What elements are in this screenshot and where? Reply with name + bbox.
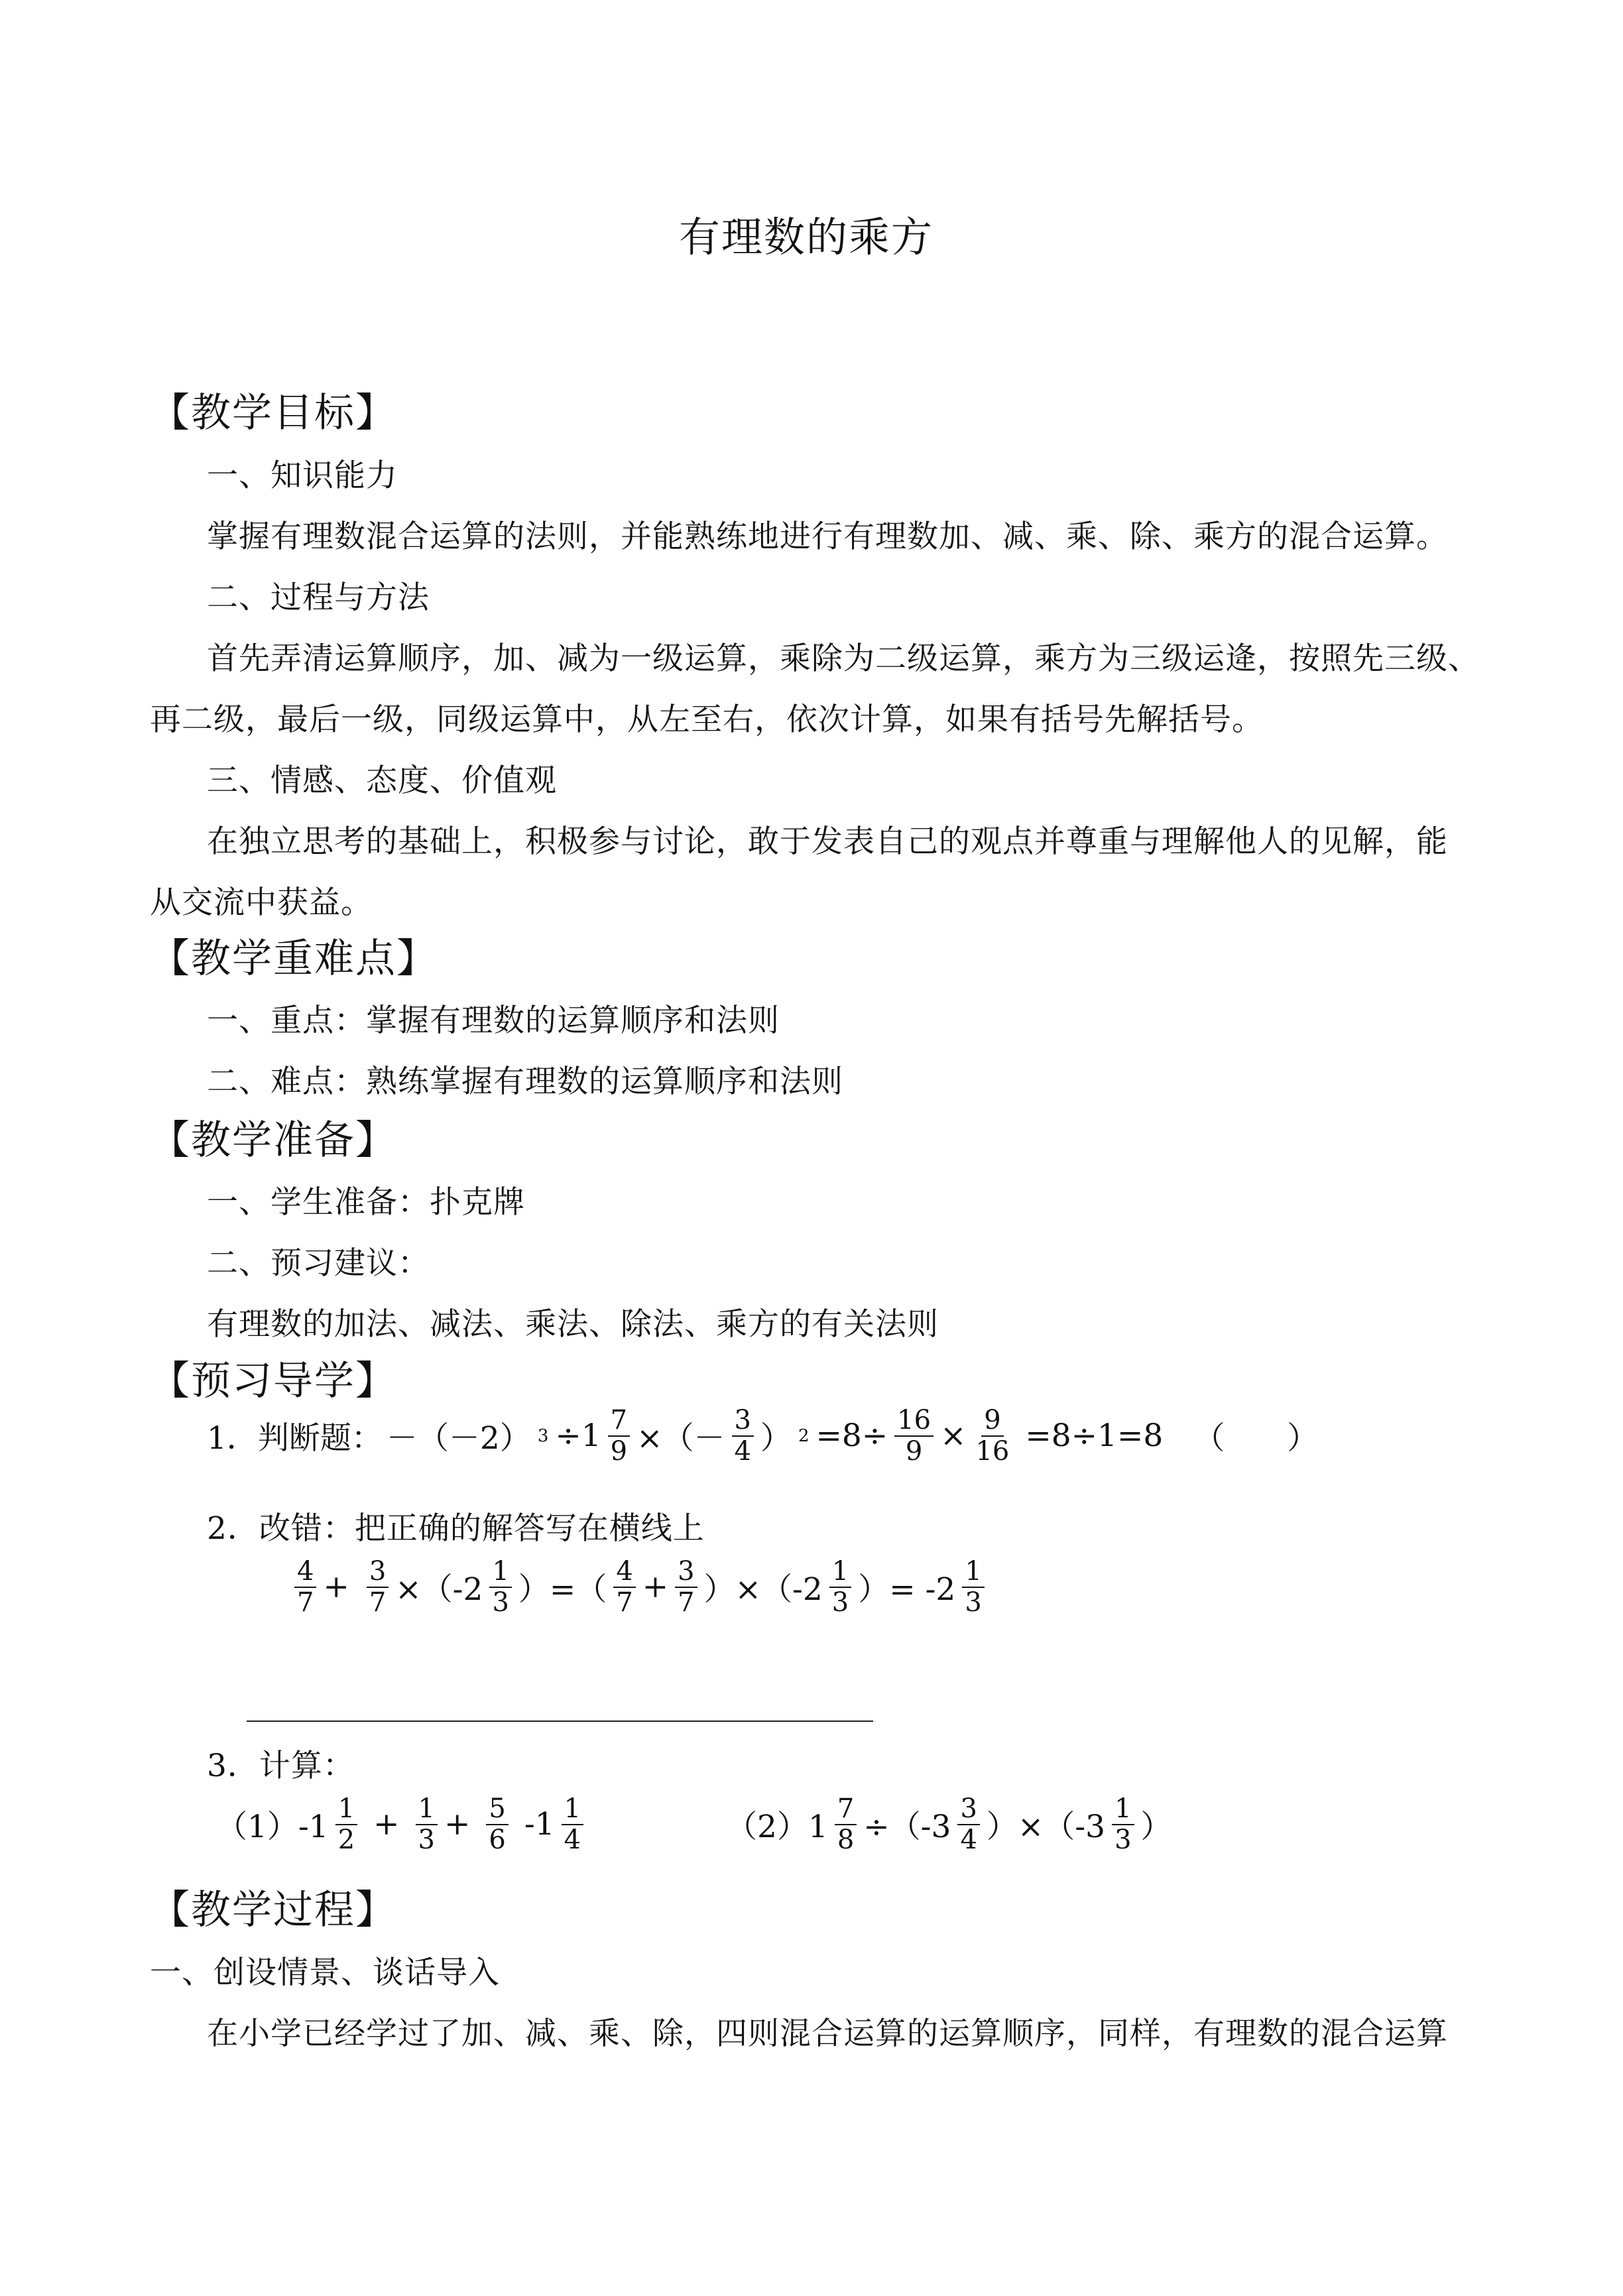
q1-term-1: －（－2） [386,1420,531,1457]
q1-close-paren: ） [760,1420,792,1457]
prep-suggestion-text: 有理数的加法、减法、乘法、除法、乘方的有关法则 [207,1306,939,1343]
fraction: $\frac{3}{7}$ [367,1557,389,1618]
fraction: $\frac{3}{4}$ [732,1406,754,1467]
section-heading-process: 【教学过程】 [150,1887,396,1933]
fraction: $\frac{7}{8}$ [835,1794,857,1855]
fraction: $\frac{1}{3}$ [829,1557,851,1618]
process-intro-text: 在小学已经学过了加、减、乘、除，四则混合运算的运算顺序，同样，有理数的混合运算 [207,2016,1448,2052]
keypoint-focus: 一、重点：掌握有理数的运算顺序和法则 [207,1002,780,1039]
q3a-plus: + [373,1806,400,1843]
question-3: 3．计算： [207,1748,355,1784]
fraction: $\frac{4}{7}$ [613,1557,635,1618]
goals-attitude-text-1: 在独立思考的基础上，积极参与讨论，敢于发表自己的观点并尊重与理解他人的见解，能 [207,823,1448,860]
process-sub-intro: 一、创设情景、谈话导入 [150,1955,500,1991]
q3b-close: ） [1140,1809,1172,1846]
fraction: $\frac{16}{9}$ [894,1406,933,1467]
question-2-expression [292,1557,987,1618]
fraction: $\frac{5}{6}$ [486,1794,508,1855]
q2-term-2: ）=（ [518,1571,607,1608]
fraction: $\frac{1}{3}$ [1112,1794,1134,1855]
q1-equals-1: =8÷ [815,1418,888,1455]
q1-times: ×（－ [636,1420,725,1457]
goals-process-text-2: 再二级，最后一级，同级运算中，从左至右，依次计算，如果有括号先解括号。 [150,701,1264,738]
fraction: $\frac{3}{7}$ [675,1557,697,1618]
q1-label: 1．判断题： [207,1420,383,1457]
goals-knowledge-text: 掌握有理数混合运算的法则，并能熟练地进行有理数加、减、乘、除、乘方的混合运算。 [207,518,1448,555]
fraction: $\frac{3}{4}$ [957,1794,979,1855]
page-title: 有理数的乘方 [679,213,934,261]
fraction: $\frac{1}{2}$ [335,1794,357,1855]
fraction: $\frac{1}{3}$ [416,1794,438,1855]
goals-sub-process: 二、过程与方法 [207,579,430,616]
section-heading-preview: 【预习导学】 [150,1358,396,1404]
fraction: $\frac{4}{7}$ [294,1557,316,1618]
q2-plus-2: + [642,1569,669,1606]
prep-suggestion: 二、预习建议： [207,1245,430,1282]
section-heading-prep: 【教学准备】 [150,1117,396,1164]
fraction: $\frac{7}{9}$ [608,1406,630,1467]
q2-term-1: ×（-2 [395,1571,483,1608]
goals-process-text-1: 首先弄清运算顺序，加、减为一级运算，乘除为二级运算，乘方为三级运逄，按照先三级、 [207,640,1480,677]
q3a-minus: -1 [524,1806,555,1843]
question-3a [216,1794,586,1855]
q1-exponent-3: 3 [537,1425,549,1446]
q2-term-3: ）×（-2 [703,1571,823,1608]
question-2: 2．改错：把正确的解答写在横线上 [207,1510,705,1547]
goals-attitude-text-2: 从交流中获益。 [150,884,373,921]
fraction: $\frac{1}{3}$ [962,1557,984,1618]
prep-student: 一、学生准备：扑克牌 [207,1184,525,1221]
keypoint-difficulty: 二、难点：熟练掌握有理数的运算顺序和法则 [207,1063,843,1100]
q3a-prefix: （1）-1 [216,1809,329,1846]
q1-equals-2: =8÷1=8 [1025,1418,1164,1455]
question-1 [207,1406,1318,1467]
q2-plus: + [323,1569,349,1606]
q1-answer-blank[interactable]: （ ） [1193,1420,1319,1457]
fraction: $\frac{1}{3}$ [489,1557,511,1618]
section-heading-keypoints: 【教学重难点】 [150,936,438,982]
q1-exponent-2: 2 [798,1425,810,1446]
q3b-prefix: （2）1 [726,1809,828,1846]
q3b-times: ）×（-3 [986,1809,1106,1846]
fraction: $\frac{1}{4}$ [562,1794,583,1855]
section-heading-goals: 【教学目标】 [150,390,396,436]
fraction: $\frac{9}{16}$ [975,1405,1010,1467]
q3b-divide: ÷（-3 [863,1809,951,1846]
goals-sub-attitude: 三、情感、态度、价值观 [207,762,557,799]
q3a-plus-2: + [444,1806,471,1843]
q1-times-2: × [940,1418,967,1455]
q2-term-4: ）= -2 [858,1571,956,1608]
answer-line[interactable] [247,1721,873,1722]
question-3b [726,1794,1172,1855]
goals-sub-knowledge: 一、知识能力 [207,457,398,494]
q1-divide: ÷1 [555,1418,601,1455]
